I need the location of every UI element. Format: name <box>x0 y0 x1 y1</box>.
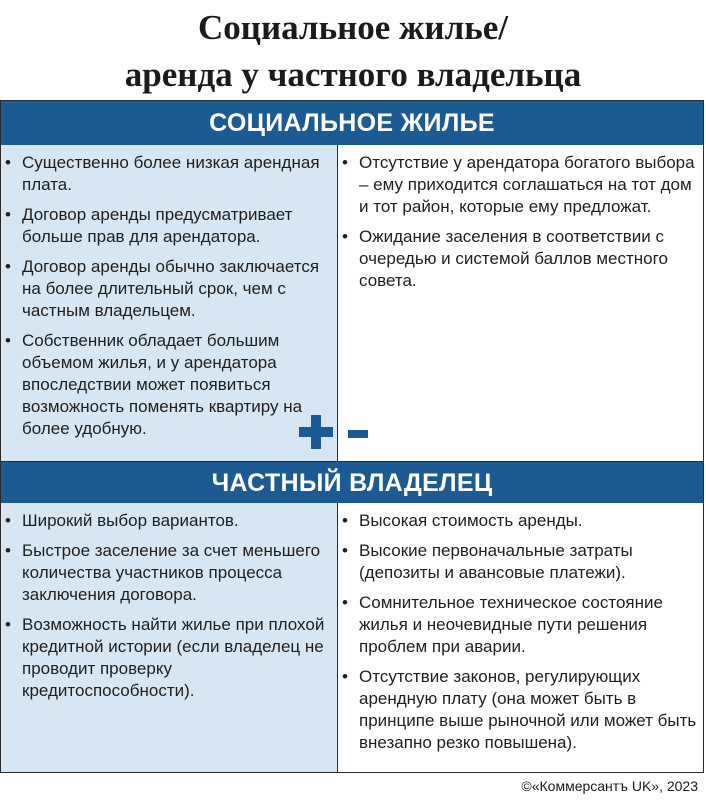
list-item: • Отсутствие законов, регулирующих арендную плату (она может быть в принципе выше рыночной или может быть внезапно резко повышена). <box>338 666 697 754</box>
comparison-table <box>0 100 704 773</box>
private-owner-header: ЧАСТНЫЙ ВЛАДЕЛЕЦ <box>1 461 703 504</box>
private-owner-pros <box>1 503 337 772</box>
list-item: • Высокая стоимость аренды. <box>338 510 697 532</box>
social-housing-pros <box>1 145 337 461</box>
list-item: • Высокие первоначальные затраты (депозиты и авансовые платежи). <box>338 540 697 584</box>
page-title <box>0 4 706 98</box>
social-housing-header: СОЦИАЛЬНОЕ ЖИЛЬЕ <box>1 101 703 145</box>
list-item: • Сомнительное техническое состояние жилья и неочевидные пути решения проблем при аварии. <box>338 592 697 658</box>
private-owner-cons <box>337 503 703 772</box>
list-item: • Отсутствие у арендатора богатого выбора – ему приходится соглашаться на тот дом и тот район, которые ему предложат. <box>338 152 697 218</box>
list-item: • Быстрое заселение за счет меньшего количества участников процесса заключения договора. <box>1 540 333 606</box>
list-item: • Договор аренды предусматривает больше прав для арендатора. <box>1 204 333 248</box>
copyright-credit: ©«Коммерсантъ UK», 2023 <box>521 778 698 794</box>
social-housing-cons <box>337 145 703 461</box>
title-line-1: Социальное жилье/ <box>198 8 508 47</box>
title-line-2: аренда у частного владельца <box>124 55 582 94</box>
list-item: • Возможность найти жилье при плохой кредитной истории (если владелец не проводит проверку кредитоспособности). <box>1 614 333 702</box>
minus-icon <box>348 430 368 438</box>
plus-icon <box>299 415 333 449</box>
list-item: • Собственник обладает большим объемом жилья, и у арендатора впоследствии может появиться возможность поменять квартиру на более удобную. <box>1 330 333 440</box>
list-item: • Договор аренды обычно заключается на более длительный срок, чем с частным владельцем. <box>1 256 333 322</box>
list-item: • Ожидание заселения в соответствии с очередью и системой баллов местного совета. <box>338 226 697 292</box>
list-item: • Существенно более низкая арендная плата. <box>1 152 333 196</box>
list-item: • Широкий выбор вариантов. <box>1 510 333 532</box>
